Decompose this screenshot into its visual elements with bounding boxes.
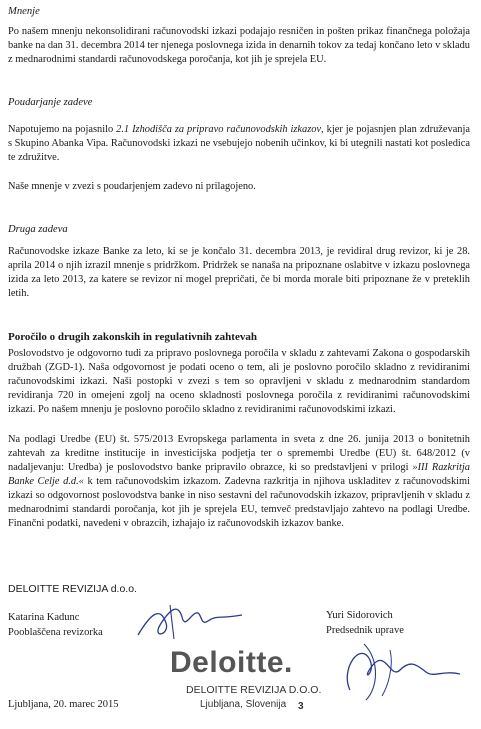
president-name: Yuri Sidorovich (326, 610, 393, 621)
deloitte-logo: Deloitte. (170, 646, 293, 679)
emphasis-paragraph-2: Naše mnenje v zvezi s poudarjenjem zadevo ni prilagojeno. (8, 181, 256, 192)
auditor-role: Pooblaščena revizorka (8, 627, 103, 638)
other-matter-heading: Druga zadeva (8, 224, 68, 235)
president-role: Predsednik uprave (326, 625, 404, 636)
audit-firm-name: DELOITTE REVIZIJA d.o.o. (8, 583, 137, 595)
stamp-city-line: Ljubljana, Slovenija (200, 699, 287, 710)
opinion-heading: Mnenje (8, 6, 40, 17)
legal-requirements-paragraph-2: Na podlagi Uredbe (EU) št. 575/2013 Evropskega parlamenta in sveta z dne 26. junija 2013 o bonitetnih zahtevah za kreditne institucije in investicijska podjetja ter o spremembi Uredbe (EU) št. 648/2012 (v nadaljevanju: Uredba) je poslovodstvo banke pripravilo obrazce, ki so predstavljeni v prilogi »III Razkritja Banke Celje d.d.« k tem računovodskim izkazom. Zadevna razkritja in njihova uskladitev z računovodskimi izkazi so odgovornost poslovodstva banke in niso sestavni del računovodskih izkazov, pripravljenih v skladu z mednarodnimi standardi poročanja, kot jih je sprejela EU, temveč predstavljajo zahtevo na podlagi Uredbe. Finančni podatki, navedeni v obrazcih, izhajajo iz računovodskih izkazov banke. (8, 434, 470, 529)
emphasis-paragraph: Napotujemo na pojasnilo 2.1 Izhodišča za pripravo računovodskih izkazov, kjer je pojasnjen plan združevanja s Skupino Abanka Vipa. Računovodski izkazi ne vsebujejo nobenih učinkov, ki bi utegnili nastati kot posledica te združitve. (8, 124, 471, 163)
stamp-firm-line: DELOITTE REVIZIJA D.O.O. (186, 684, 322, 696)
attachment-reference: »III Razkritja Banke Celje d.d.« (8, 462, 470, 487)
auditor-signature (130, 595, 250, 650)
emphasis-reference: 2.1 Izhodišča za pripravo računovodskih izkazov (116, 124, 322, 135)
legal-requirements-heading: Poročilo o drugih zakonskih in regulativnih zahtevah (8, 331, 257, 343)
place-and-date: Ljubljana, 20. marec 2015 (8, 699, 119, 710)
legal-requirements-paragraph-1: Poslovodstvo je odgovorno tudi za pripravo poslovnega poročila v skladu z zahtevami Zakona o gospodarskih družbah (ZGD-1). Naša odgovornost je podati oceno o tem, ali je poslovno poročilo skladno z revidiranimi računovodskimi izkazi. Naši postopki v zvezi s tem so opravljeni v skladu z mednarodnim standardom revidiranja 720 in omejeni zgolj na oceno skladnosti poslovnega poročila z revidiranimi računovodskimi izkazi. Po našem mnenju je poslovno poročilo skladno z revidiranimi računovodskimi izkazi. (8, 348, 470, 415)
emphasis-heading: Poudarjanje zadeve (8, 97, 93, 108)
auditor-name: Katarina Kadunc (8, 612, 80, 623)
other-matter-paragraph: Računovodske izkaze Banke za leto, ki se je končalo 31. decembra 2013, je revidiral drug revizor, ki je 28. aprila 2014 o njih izrazil mnenje s pridržkom. Pridržek se nanaša na pripoznane oslabitve v izkazu poslovnega izida za leto 2013, za katere se revizor ni mogel prepričati, če bi morda morale biti pripoznane že v preteklih letih. (8, 246, 470, 299)
page-number: 3 (298, 701, 304, 712)
president-signature (330, 630, 470, 705)
opinion-paragraph: Po našem mnenju nekonsolidirani računovodski izkazi podajajo resničen in pošten prikaz finančnega položaja banke na dan 31. decembra 2014 ter njenega poslovnega izida in denarnih tokov za tedaj končano leto v skladu z mednarodnimi standardi računovodskega poročanja, kot jih je sprejela EU. (8, 26, 470, 65)
